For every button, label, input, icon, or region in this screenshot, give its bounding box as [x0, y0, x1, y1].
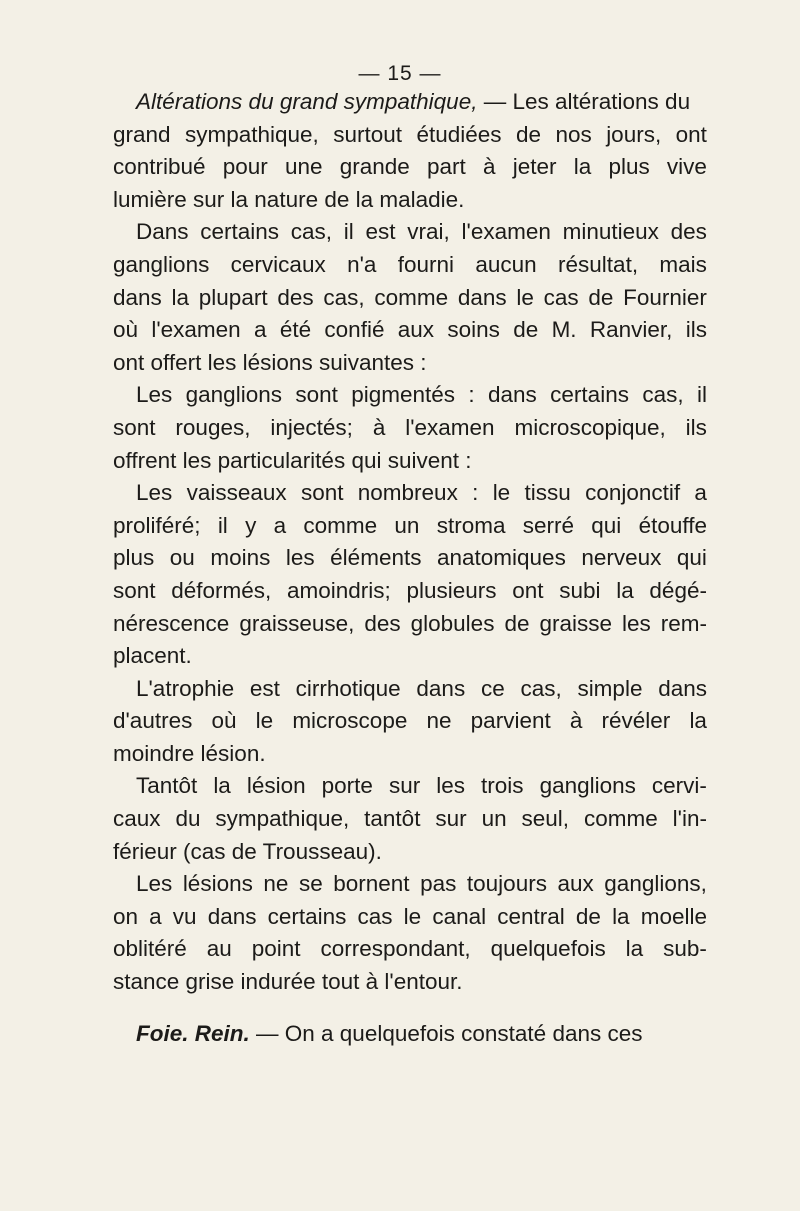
word: a — [694, 480, 707, 506]
word: contribué — [113, 154, 206, 180]
word: rouges, — [175, 414, 251, 440]
word: graisseuse, — [239, 610, 355, 636]
word: correspondant, — [320, 936, 471, 962]
word: Les — [136, 480, 173, 506]
word: sont — [113, 414, 156, 440]
word: aux — [397, 317, 435, 343]
word: dans — [488, 382, 537, 408]
word: qui — [676, 545, 707, 571]
line-text: — On a quelquefois constaté dans ces — [249, 1020, 643, 1046]
word: Fournier — [623, 284, 707, 310]
word: est — [365, 219, 396, 245]
word: cervicaux — [230, 251, 326, 277]
word: injectés; — [270, 414, 353, 440]
word: des — [670, 219, 707, 245]
paragraph — [113, 1018, 707, 1051]
word: comme — [583, 806, 658, 832]
word: le — [403, 903, 422, 929]
word: quelquefois — [490, 936, 606, 962]
word: les — [285, 545, 315, 571]
word: l'examen — [461, 219, 551, 245]
word: soins — [447, 317, 500, 343]
text-line — [113, 412, 707, 445]
word: ganglions — [539, 773, 636, 799]
word: pigmentés — [351, 382, 456, 408]
word: Les — [136, 382, 173, 408]
word: certains — [200, 219, 280, 245]
word: il — [217, 512, 228, 538]
word: certains — [267, 903, 347, 929]
word: il — [696, 382, 707, 408]
word: L'atrophie — [136, 675, 235, 701]
word: les — [621, 610, 651, 636]
word: résultat, — [558, 251, 639, 277]
paragraph-gap — [113, 999, 707, 1018]
word: mais — [659, 251, 707, 277]
word: déformés, — [171, 577, 272, 603]
word: vu — [172, 903, 197, 929]
word: conjonctif — [585, 480, 681, 506]
word: ganglions — [113, 251, 210, 277]
word: stroma — [436, 512, 506, 538]
text-line — [113, 119, 707, 152]
word: : — [468, 382, 475, 408]
word: simple — [577, 675, 643, 701]
word: tissu — [524, 480, 571, 506]
word: cas — [357, 903, 393, 929]
word: révéler — [601, 708, 671, 734]
word: moins — [210, 545, 271, 571]
word: fourni — [397, 251, 455, 277]
word: confié — [324, 317, 385, 343]
word: des — [364, 610, 401, 636]
word: étudiées — [416, 121, 502, 147]
word: nombreux — [357, 480, 458, 506]
word: cas, — [520, 675, 562, 701]
word: a — [149, 903, 162, 929]
word: anatomiques — [436, 545, 566, 571]
word: où — [211, 708, 237, 734]
word: la — [625, 936, 644, 962]
text-line — [113, 379, 707, 412]
word: microscope — [292, 708, 408, 734]
word: ou — [169, 545, 195, 571]
word: nérescence — [113, 610, 230, 636]
word: a — [273, 512, 287, 538]
word: ce — [480, 675, 505, 701]
word: éléments — [330, 545, 422, 571]
word: minutieux — [562, 219, 659, 245]
word: de — [513, 317, 539, 343]
word: subi — [559, 577, 601, 603]
paragraph — [113, 379, 707, 477]
word: un — [481, 806, 507, 832]
word: comme — [303, 512, 378, 538]
word: seul, — [521, 806, 570, 832]
text-line — [113, 1018, 707, 1051]
word: de — [588, 284, 614, 310]
word: Dans — [136, 219, 189, 245]
word: du — [175, 806, 201, 832]
word: dans — [416, 675, 466, 701]
word: plupart — [198, 284, 268, 310]
page-number: — 15 — — [358, 62, 442, 85]
word: le — [492, 480, 511, 506]
word: tantôt — [364, 806, 421, 832]
text-line — [113, 282, 707, 315]
word: est — [249, 675, 280, 701]
word: a — [254, 317, 267, 343]
word: sur — [388, 773, 421, 799]
word: où — [113, 317, 139, 343]
line-text: placent. — [113, 643, 192, 669]
word: étouffe — [638, 512, 707, 538]
text-line — [113, 184, 707, 217]
text-line — [113, 510, 707, 543]
word: dans — [207, 903, 257, 929]
word: ont — [512, 577, 544, 603]
word: lésion — [246, 773, 306, 799]
line-text: ont offert les lésions suivantes : — [113, 349, 427, 375]
word: ils — [685, 414, 707, 440]
word: M. — [551, 317, 577, 343]
word: à — [483, 154, 496, 180]
paragraph — [113, 770, 707, 868]
word: aux — [557, 871, 594, 897]
word: oblitéré — [113, 936, 187, 962]
word: proliféré; — [113, 512, 201, 538]
text-line — [113, 249, 707, 282]
text-line — [113, 608, 707, 641]
word: aucun — [475, 251, 537, 277]
word: la — [616, 577, 634, 603]
text-line — [113, 738, 707, 771]
text-line — [113, 216, 707, 249]
word: d'autres — [113, 708, 193, 734]
word: serré — [522, 512, 574, 538]
text-line — [113, 314, 707, 347]
word: la — [689, 708, 707, 734]
word: jeter — [512, 154, 557, 180]
text-line — [113, 673, 707, 706]
section-heading: Altérations du grand sympathique, — [136, 89, 478, 114]
word: Tantôt — [136, 773, 198, 799]
word: nerveux — [581, 545, 662, 571]
text-line — [113, 770, 707, 803]
word: grande — [339, 154, 410, 180]
word: sub- — [663, 936, 707, 962]
word: cas, — [290, 219, 333, 245]
text-line — [113, 836, 707, 869]
word: sympathique, — [215, 806, 350, 832]
text-line — [113, 640, 707, 673]
word: n'a — [347, 251, 377, 277]
word: à — [569, 708, 583, 734]
text-line — [113, 705, 707, 738]
word: cervi- — [651, 773, 707, 799]
word: globules — [410, 610, 495, 636]
word: lésions — [182, 871, 253, 897]
word: y — [245, 512, 257, 538]
word: bornent — [333, 871, 410, 897]
word: ne — [263, 871, 289, 897]
word: l'examen — [405, 414, 495, 440]
word: l'in- — [672, 806, 707, 832]
word: vaisseaux — [186, 480, 287, 506]
word: pas — [420, 871, 457, 897]
word: de — [575, 903, 601, 929]
text-line — [113, 542, 707, 575]
text-line — [113, 868, 707, 901]
word: amoindris; — [286, 577, 391, 603]
word: nos — [555, 121, 592, 147]
section-heading: Foie. Rein. — [136, 1020, 250, 1046]
word: une — [285, 154, 323, 180]
word: sont — [295, 382, 338, 408]
word: plus — [113, 545, 155, 571]
text-line — [113, 477, 707, 510]
word: de — [504, 610, 530, 636]
text-line — [113, 151, 707, 184]
word: été — [279, 317, 312, 343]
word: la — [213, 773, 231, 799]
paragraph — [113, 673, 707, 771]
word: le — [255, 708, 274, 734]
line-text: moindre lésion. — [113, 740, 266, 766]
word: se — [298, 871, 323, 897]
word: il — [343, 219, 354, 245]
word: la — [573, 154, 592, 180]
word: le — [516, 284, 534, 310]
paragraph — [113, 477, 707, 673]
line-text: lumière sur la nature de la maladie. — [113, 186, 465, 212]
word: jours, — [606, 121, 662, 147]
word: sympathique, — [184, 121, 319, 147]
paragraph — [113, 216, 707, 379]
word: cirrhotique — [295, 675, 401, 701]
word: certains — [550, 382, 629, 408]
word: surtout — [333, 121, 403, 147]
line-text: offrent les particularités qui suivent : — [113, 447, 472, 473]
text-line — [113, 575, 707, 608]
word: microscopique, — [514, 414, 666, 440]
paragraph — [113, 86, 707, 216]
word: ne — [426, 708, 452, 734]
word: trois — [481, 773, 524, 799]
word: graisse — [539, 610, 612, 636]
word: au — [206, 936, 232, 962]
word: des — [277, 284, 314, 310]
text-line — [113, 445, 707, 478]
word: ils — [685, 317, 707, 343]
word: parvient — [470, 708, 551, 734]
line-text: stance grise indurée tout à l'entour. — [113, 969, 463, 995]
paragraph — [113, 868, 707, 998]
word: dans — [113, 284, 162, 310]
word: canal — [432, 903, 487, 929]
word: comme — [374, 284, 449, 310]
word: les — [436, 773, 466, 799]
word: moelle — [640, 903, 707, 929]
word: l'examen — [151, 317, 241, 343]
word: ganglions, — [604, 871, 707, 897]
text-line — [113, 901, 707, 934]
word: : — [472, 480, 479, 506]
word: ont — [675, 121, 707, 147]
word: un — [394, 512, 420, 538]
word: la — [612, 903, 630, 929]
word: à — [372, 414, 386, 440]
word: sont — [300, 480, 344, 506]
line-text: — Les altérations du — [477, 89, 691, 114]
word: dans — [658, 675, 707, 701]
word: cas, — [642, 382, 684, 408]
word: sur — [435, 806, 467, 832]
word: rem- — [660, 610, 707, 636]
word: plus — [608, 154, 650, 180]
word: la — [171, 284, 190, 310]
word: porte — [321, 773, 373, 799]
word: central — [497, 903, 565, 929]
body-text — [113, 86, 707, 1050]
line-text: férieur (cas de Trousseau). — [113, 838, 382, 864]
word: cas — [543, 284, 579, 310]
word: on — [113, 903, 139, 929]
word: vrai, — [407, 219, 450, 245]
word: sont — [113, 577, 156, 603]
word: ganglions — [185, 382, 282, 408]
word: qui — [591, 512, 622, 538]
text-line — [113, 803, 707, 836]
word: Ranvier, — [589, 317, 673, 343]
word: point — [251, 936, 301, 962]
word: toujours — [466, 871, 547, 897]
text-line — [113, 966, 707, 999]
word: dégé- — [649, 577, 707, 603]
word: plusieurs — [406, 577, 497, 603]
word: grand — [113, 121, 171, 147]
word: de — [516, 121, 542, 147]
text-line — [113, 347, 707, 380]
text-line — [113, 933, 707, 966]
word: cas, — [323, 284, 365, 310]
word: caux — [113, 806, 161, 832]
word: vive — [666, 154, 707, 180]
word: dans — [457, 284, 507, 310]
word: part — [427, 154, 466, 180]
text-line — [113, 86, 707, 119]
word: Les — [136, 871, 173, 897]
word: pour — [222, 154, 268, 180]
